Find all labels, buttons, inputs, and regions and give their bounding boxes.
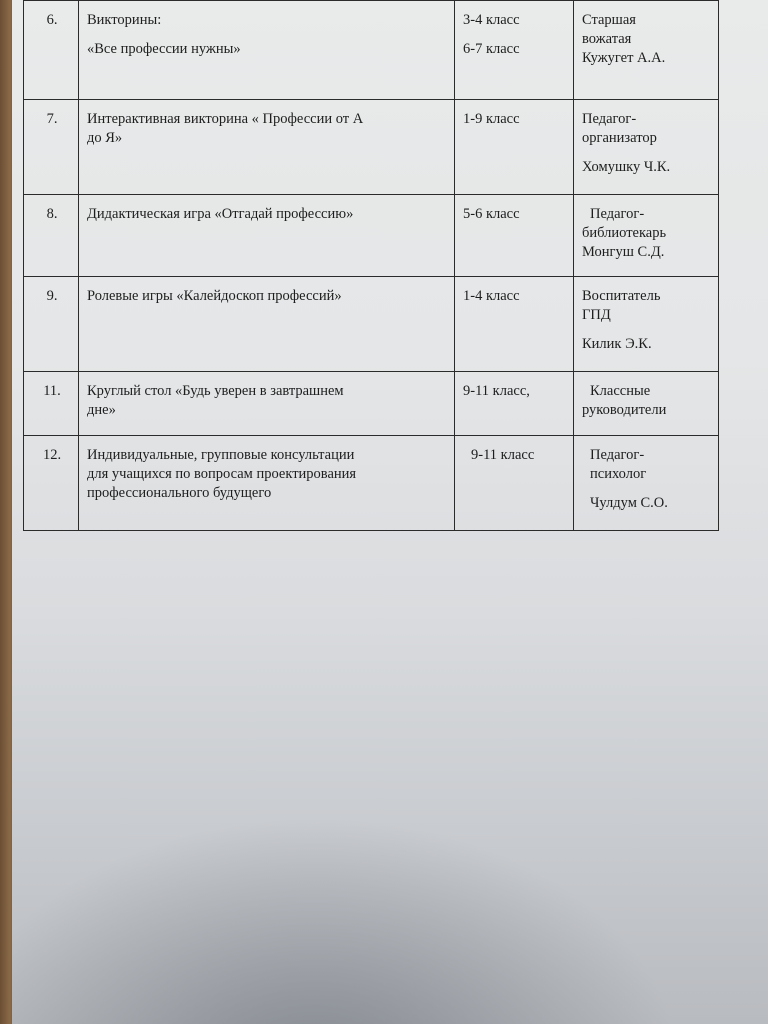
- responsible-line: Монгуш С.Д.: [582, 243, 665, 260]
- responsible-cell: [574, 436, 719, 531]
- table-row: [24, 436, 719, 531]
- event-line: «Все профессии нужны»: [87, 40, 241, 57]
- responsible-line: ГПД: [582, 306, 611, 323]
- event-cell: [79, 277, 455, 372]
- event-cell: [79, 100, 455, 195]
- responsible-line: Чулдум С.О.: [590, 494, 668, 511]
- row-number: 11.: [24, 372, 79, 436]
- responsible-line: руководители: [582, 401, 667, 418]
- grade-line: 3-4 класс: [463, 12, 520, 28]
- row-number: 9.: [24, 277, 79, 372]
- row-number: 6.: [24, 1, 79, 100]
- row-number: 8.: [24, 195, 79, 277]
- responsible-line: Педагог-: [582, 111, 637, 127]
- responsible-line: Хомушку Ч.К.: [582, 158, 671, 175]
- event-line: до Я»: [87, 129, 123, 146]
- grade-line: 5-6 класс: [463, 206, 520, 222]
- event-line: для учащихся по вопросам проектирования: [87, 465, 357, 482]
- event-line: Интерактивная викторина « Профессии от А: [87, 111, 364, 127]
- grade-cell: [455, 195, 574, 277]
- table-row: [24, 372, 719, 436]
- grade-line: 6-7 класс: [463, 40, 520, 57]
- responsible-line: Воспитатель: [582, 288, 661, 304]
- event-line: профессионального будущего: [87, 484, 272, 501]
- grade-cell: [455, 372, 574, 436]
- responsible-line: Классные: [590, 383, 651, 399]
- grade-line: 1-9 класс: [463, 111, 520, 127]
- responsible-line: библиотекарь: [582, 224, 667, 241]
- responsible-cell: [574, 372, 719, 436]
- event-line: Круглый стол «Будь уверен в завтрашнем: [87, 383, 344, 399]
- responsible-line: организатор: [582, 129, 657, 146]
- grade-cell: [455, 1, 574, 100]
- responsible-line: Килик Э.К.: [582, 335, 652, 352]
- event-line: Индивидуальные, групповые консультации: [87, 447, 355, 463]
- grade-cell: [455, 277, 574, 372]
- responsible-line: вожатая: [582, 30, 632, 47]
- row-number: 7.: [24, 100, 79, 195]
- responsible-cell: [574, 277, 719, 372]
- responsible-line: Педагог-: [590, 447, 645, 463]
- responsible-cell: [574, 100, 719, 195]
- table-row: [24, 1, 719, 100]
- event-line: Викторины:: [87, 12, 162, 28]
- responsible-cell: [574, 195, 719, 277]
- event-cell: [79, 372, 455, 436]
- event-cell: [79, 1, 455, 100]
- event-line: Дидактическая игра «Отгадай профессию»: [87, 206, 354, 222]
- table-row: [24, 277, 719, 372]
- responsible-line: Педагог-: [590, 206, 645, 222]
- event-line: Ролевые игры «Калейдоскоп профессий»: [87, 288, 342, 304]
- grade-line: 1-4 класс: [463, 288, 520, 304]
- responsible-cell: [574, 1, 719, 100]
- event-cell: [79, 195, 455, 277]
- responsible-line: Старшая: [582, 12, 636, 28]
- responsible-line: психолог: [590, 465, 647, 482]
- grade-line: 9-11 класс: [471, 447, 535, 463]
- grade-cell: [455, 436, 574, 531]
- table-row: [24, 195, 719, 277]
- career-events-table: [23, 0, 719, 531]
- event-line: дне»: [87, 401, 116, 418]
- table-row: [24, 100, 719, 195]
- responsible-line: Кужугет А.А.: [582, 49, 666, 66]
- event-cell: [79, 436, 455, 531]
- grade-cell: [455, 100, 574, 195]
- row-number: 12.: [24, 436, 79, 531]
- grade-line: 9-11 класс,: [463, 383, 530, 399]
